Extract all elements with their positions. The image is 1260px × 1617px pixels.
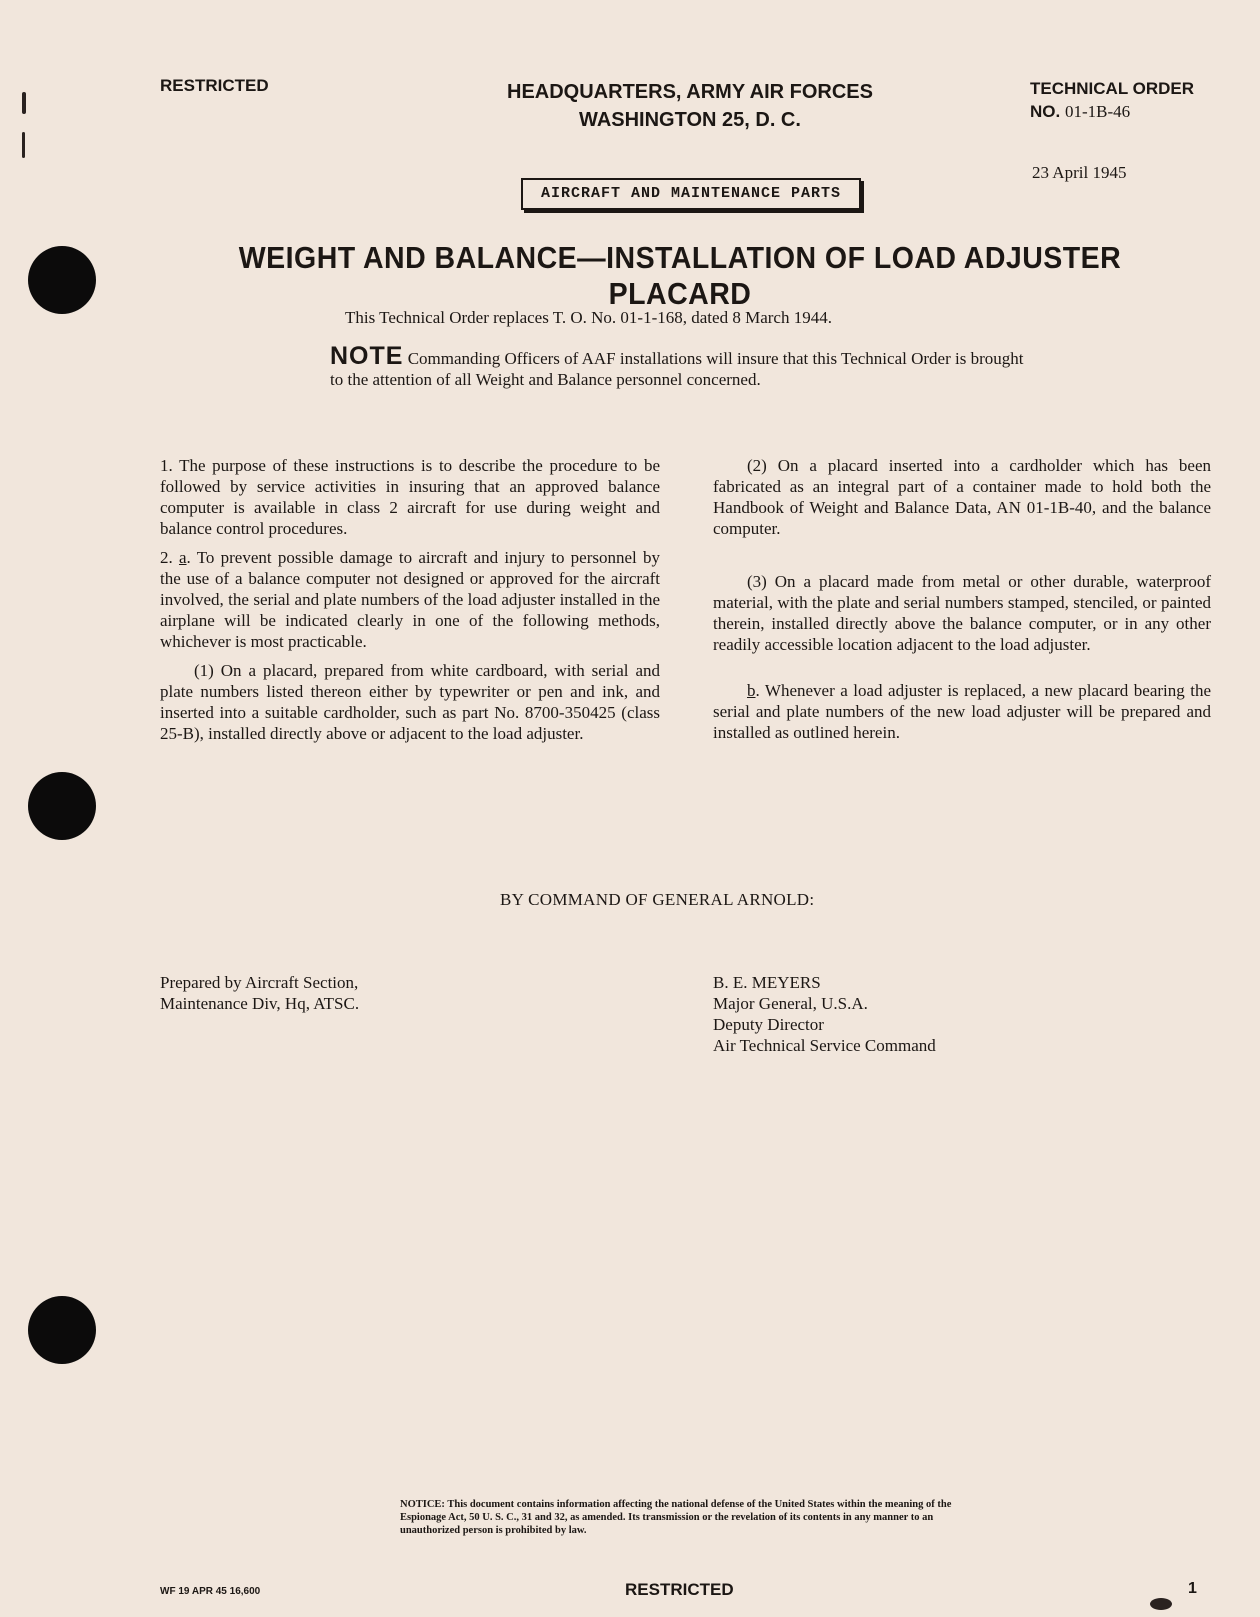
paragraph-2b: b. Whenever a load adjuster is replaced, a new placard bearing the serial and plate numbers of the new load adjuster will be prepared and installed as outlined herein. (713, 681, 1211, 742)
supersedes-line: This Technical Order replaces T. O. No. 01-1-168, dated 8 March 1944. (345, 308, 832, 327)
command-line: BY COMMAND OF GENERAL ARNOLD: (500, 890, 815, 909)
right-column (713, 455, 1211, 743)
left-column (160, 455, 660, 744)
punch-hole-top (28, 246, 96, 314)
issue-date: 23 April 1945 (1032, 163, 1127, 182)
prepared-by: Prepared by Aircraft Section, Maintenance Div, Hq, ATSC. (160, 973, 360, 1013)
signer-rank: Major General, U.S.A. (713, 994, 868, 1013)
note-label: NOTE (330, 342, 404, 370)
technical-order-no-prefix: NO. (1030, 102, 1061, 121)
category-box: AIRCRAFT AND MAINTENANCE PARTS (521, 178, 861, 210)
staple-mark (22, 132, 25, 158)
headquarters-location: WASHINGTON 25, D. C. (579, 109, 801, 131)
signer-title: Deputy Director (713, 1015, 824, 1034)
paragraph-2a-2: (2) On a placard inserted into a cardholder which has been fabricated as an integral part of a container made to hold both the Handbook of Weight and Balance Data, AN 01-1B-40, and the balance computer. (713, 456, 1211, 538)
note-text: Commanding Officers of AAF installations will insure that this Technical Order is brought to the attention of all Weight and Balance personnel concerned. (330, 349, 1024, 389)
technical-order-label: TECHNICAL ORDER (1030, 79, 1195, 98)
staple-mark (22, 92, 26, 114)
paragraph-2a-3: (3) On a placard made from metal or other durable, waterproof material, with the plate and serial numbers stamped, stenciled, or painted therein, installed directly above the balance computer, or in any other readily accessible location adjacent to the load adjuster. (713, 572, 1211, 654)
technical-order-number (1030, 102, 1130, 122)
headquarters-name: HEADQUARTERS, ARMY AIR FORCES (507, 81, 873, 103)
print-code: WF 19 APR 45 16,600 (160, 1586, 261, 1597)
signer-organization: Air Technical Service Command (713, 1036, 936, 1055)
note-block (330, 342, 1030, 390)
ink-blot (1150, 1598, 1172, 1610)
classification-top: RESTRICTED (160, 76, 269, 95)
paragraph-1: 1. The purpose of these instructions is to describe the procedure to be followed by service activities in insuring that an approved balance computer is available in class 2 aircraft for use during weight and balance control procedures. (160, 456, 660, 538)
classification-bottom: RESTRICTED (625, 1580, 734, 1599)
signer-name: B. E. MEYERS (713, 973, 821, 992)
punch-hole-bottom (28, 1296, 96, 1364)
espionage-notice: NOTICE: This document contains information affecting the national defense of the United States within the meaning of the Espionage Act, 50 U. S. C., 31 and 32, as amended. Its transmission or the revelation of its contents in any manner to an unauthorized person is prohibited by law. (400, 1499, 952, 1536)
technical-order-no-value: 01-1B-46 (1064, 102, 1131, 121)
document-title: WEIGHT AND BALANCE—INSTALLATION OF LOAD ADJUSTER PLACARD (238, 240, 1122, 311)
signature-block (713, 972, 936, 1056)
paragraph-2a-1: (1) On a placard, prepared from white cardboard, with serial and plate numbers listed thereon either by typewriter or pen and ink, and inserted into a suitable cardholder, such as part No. 8700-350425 (class 25-B), installed directly above or adjacent to the load adjuster. (160, 661, 660, 743)
paragraph-2a: 2. a. To prevent possible damage to aircraft and injury to personnel by the use of a balance computer not designed or approved for the aircraft involved, the serial and plate numbers of the load adjuster installed in the airplane will be indicated clearly in one of the following methods, whichever is most practicable. (160, 548, 660, 651)
headquarters-heading (440, 78, 940, 134)
page-number: 1 (1188, 1580, 1197, 1597)
punch-hole-middle (28, 772, 96, 840)
